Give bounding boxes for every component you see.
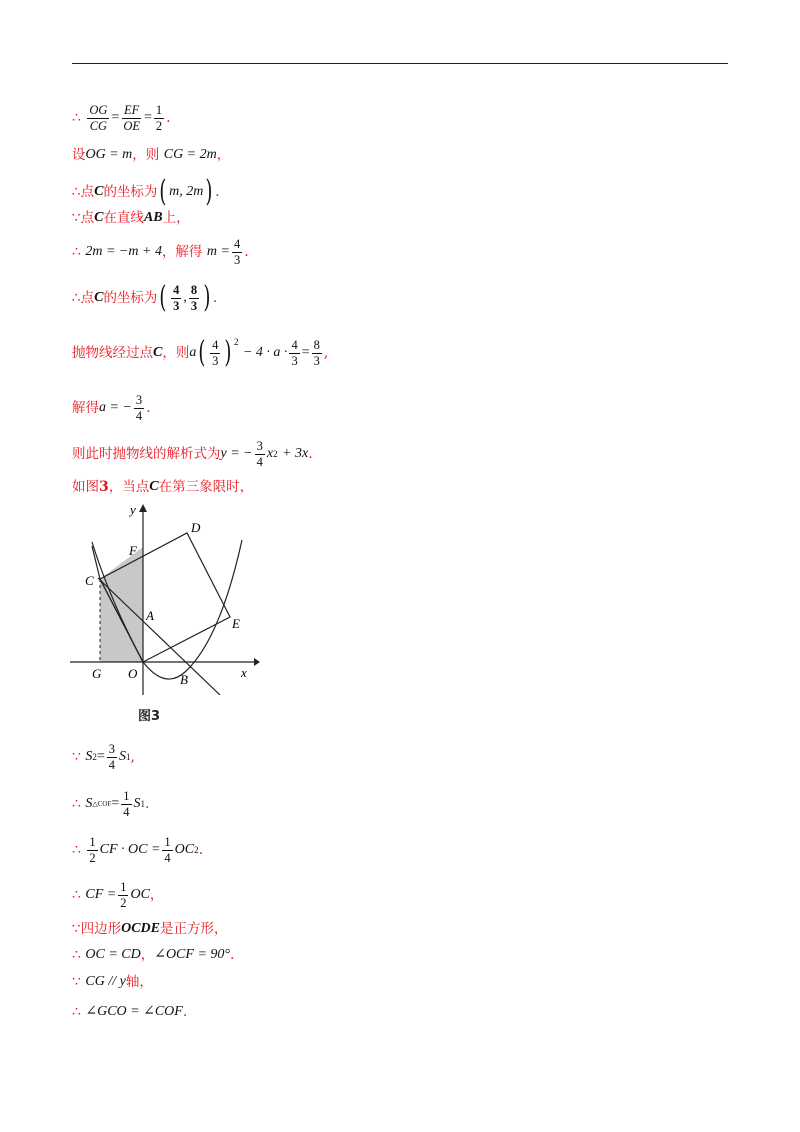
label-O: O xyxy=(128,666,138,681)
line-cf-oc-product: ∴ $\frac{1}{2}$ CF · OC = $\frac{1}{4}$ OC 2 . xyxy=(72,835,204,865)
label-A: A xyxy=(146,608,154,623)
line-parabola-expression: 则此时抛物线的解析式为 y = − $\frac{3}{4}$ x 2 + 3x . xyxy=(72,439,313,469)
figure-3-diagram xyxy=(70,500,260,695)
label-F: F xyxy=(129,543,137,558)
label-y: y xyxy=(130,502,136,517)
line-figure3-case: 如图 3 ，当点 C 在第三象限时， xyxy=(72,479,254,495)
line-solve-m: ∴ 2m = −m + 4 ，解得 m = $\frac{4}{3}$ . xyxy=(72,237,249,267)
line-let-og: 设 OG = m ，则 CG = 2m ， xyxy=(72,147,231,163)
header-rule xyxy=(72,63,728,64)
label-C: C xyxy=(85,573,94,588)
line-solve-a: 解得 a = − $\frac{3}{4}$ . xyxy=(72,393,151,423)
line-ratio: ∴ $\frac{OG}{CG}$ = $\frac{EF}{OE}$ = $\frac{1}{2}$ . xyxy=(72,103,171,133)
figure-caption: 图3 xyxy=(138,709,161,724)
line-oc-cd: ∴ OC = CD ， ∠OCF = 90° . xyxy=(72,947,235,963)
line-s-cof: ∴ S △COF = $\frac{1}{4}$ S 1 . xyxy=(72,789,150,819)
line-parabola-through-c: 抛物线经过点 C ，则 a ( $\frac{4}{3}$ ) 2 − 4 · a · $\frac{4}{3}$ = $\frac{8}{3}$ , xyxy=(72,335,329,370)
label-x: x xyxy=(241,665,247,680)
line-cf-half-oc: ∴ CF = $\frac{1}{2}$ OC ， xyxy=(72,880,164,910)
label-G: G xyxy=(92,666,102,681)
line-c-coord-value: ∴点 C 的坐标为 ( $\frac{4}{3}$ , $\frac{8}{3}$ ) . xyxy=(72,280,218,315)
label-B: B xyxy=(180,672,188,687)
line-s2-relation: ∵ S 2 = $\frac{3}{4}$ S 1 , xyxy=(72,742,135,772)
line-square-ocde: ∵四边形 OCDE 是正方形， xyxy=(72,921,228,937)
line-c-coord-m: ∴点 C 的坐标为 ( m, 2m ) . xyxy=(72,174,220,209)
line-c-on-ab: ∵点 C 在直线 AB 上， xyxy=(72,210,190,226)
label-E: E xyxy=(232,616,240,631)
label-D: D xyxy=(191,520,201,535)
line-angle-equal: ∴ ∠GCO = ∠COF . xyxy=(72,1004,188,1020)
line-cg-parallel: ∵ CG // y 轴， xyxy=(72,974,153,990)
